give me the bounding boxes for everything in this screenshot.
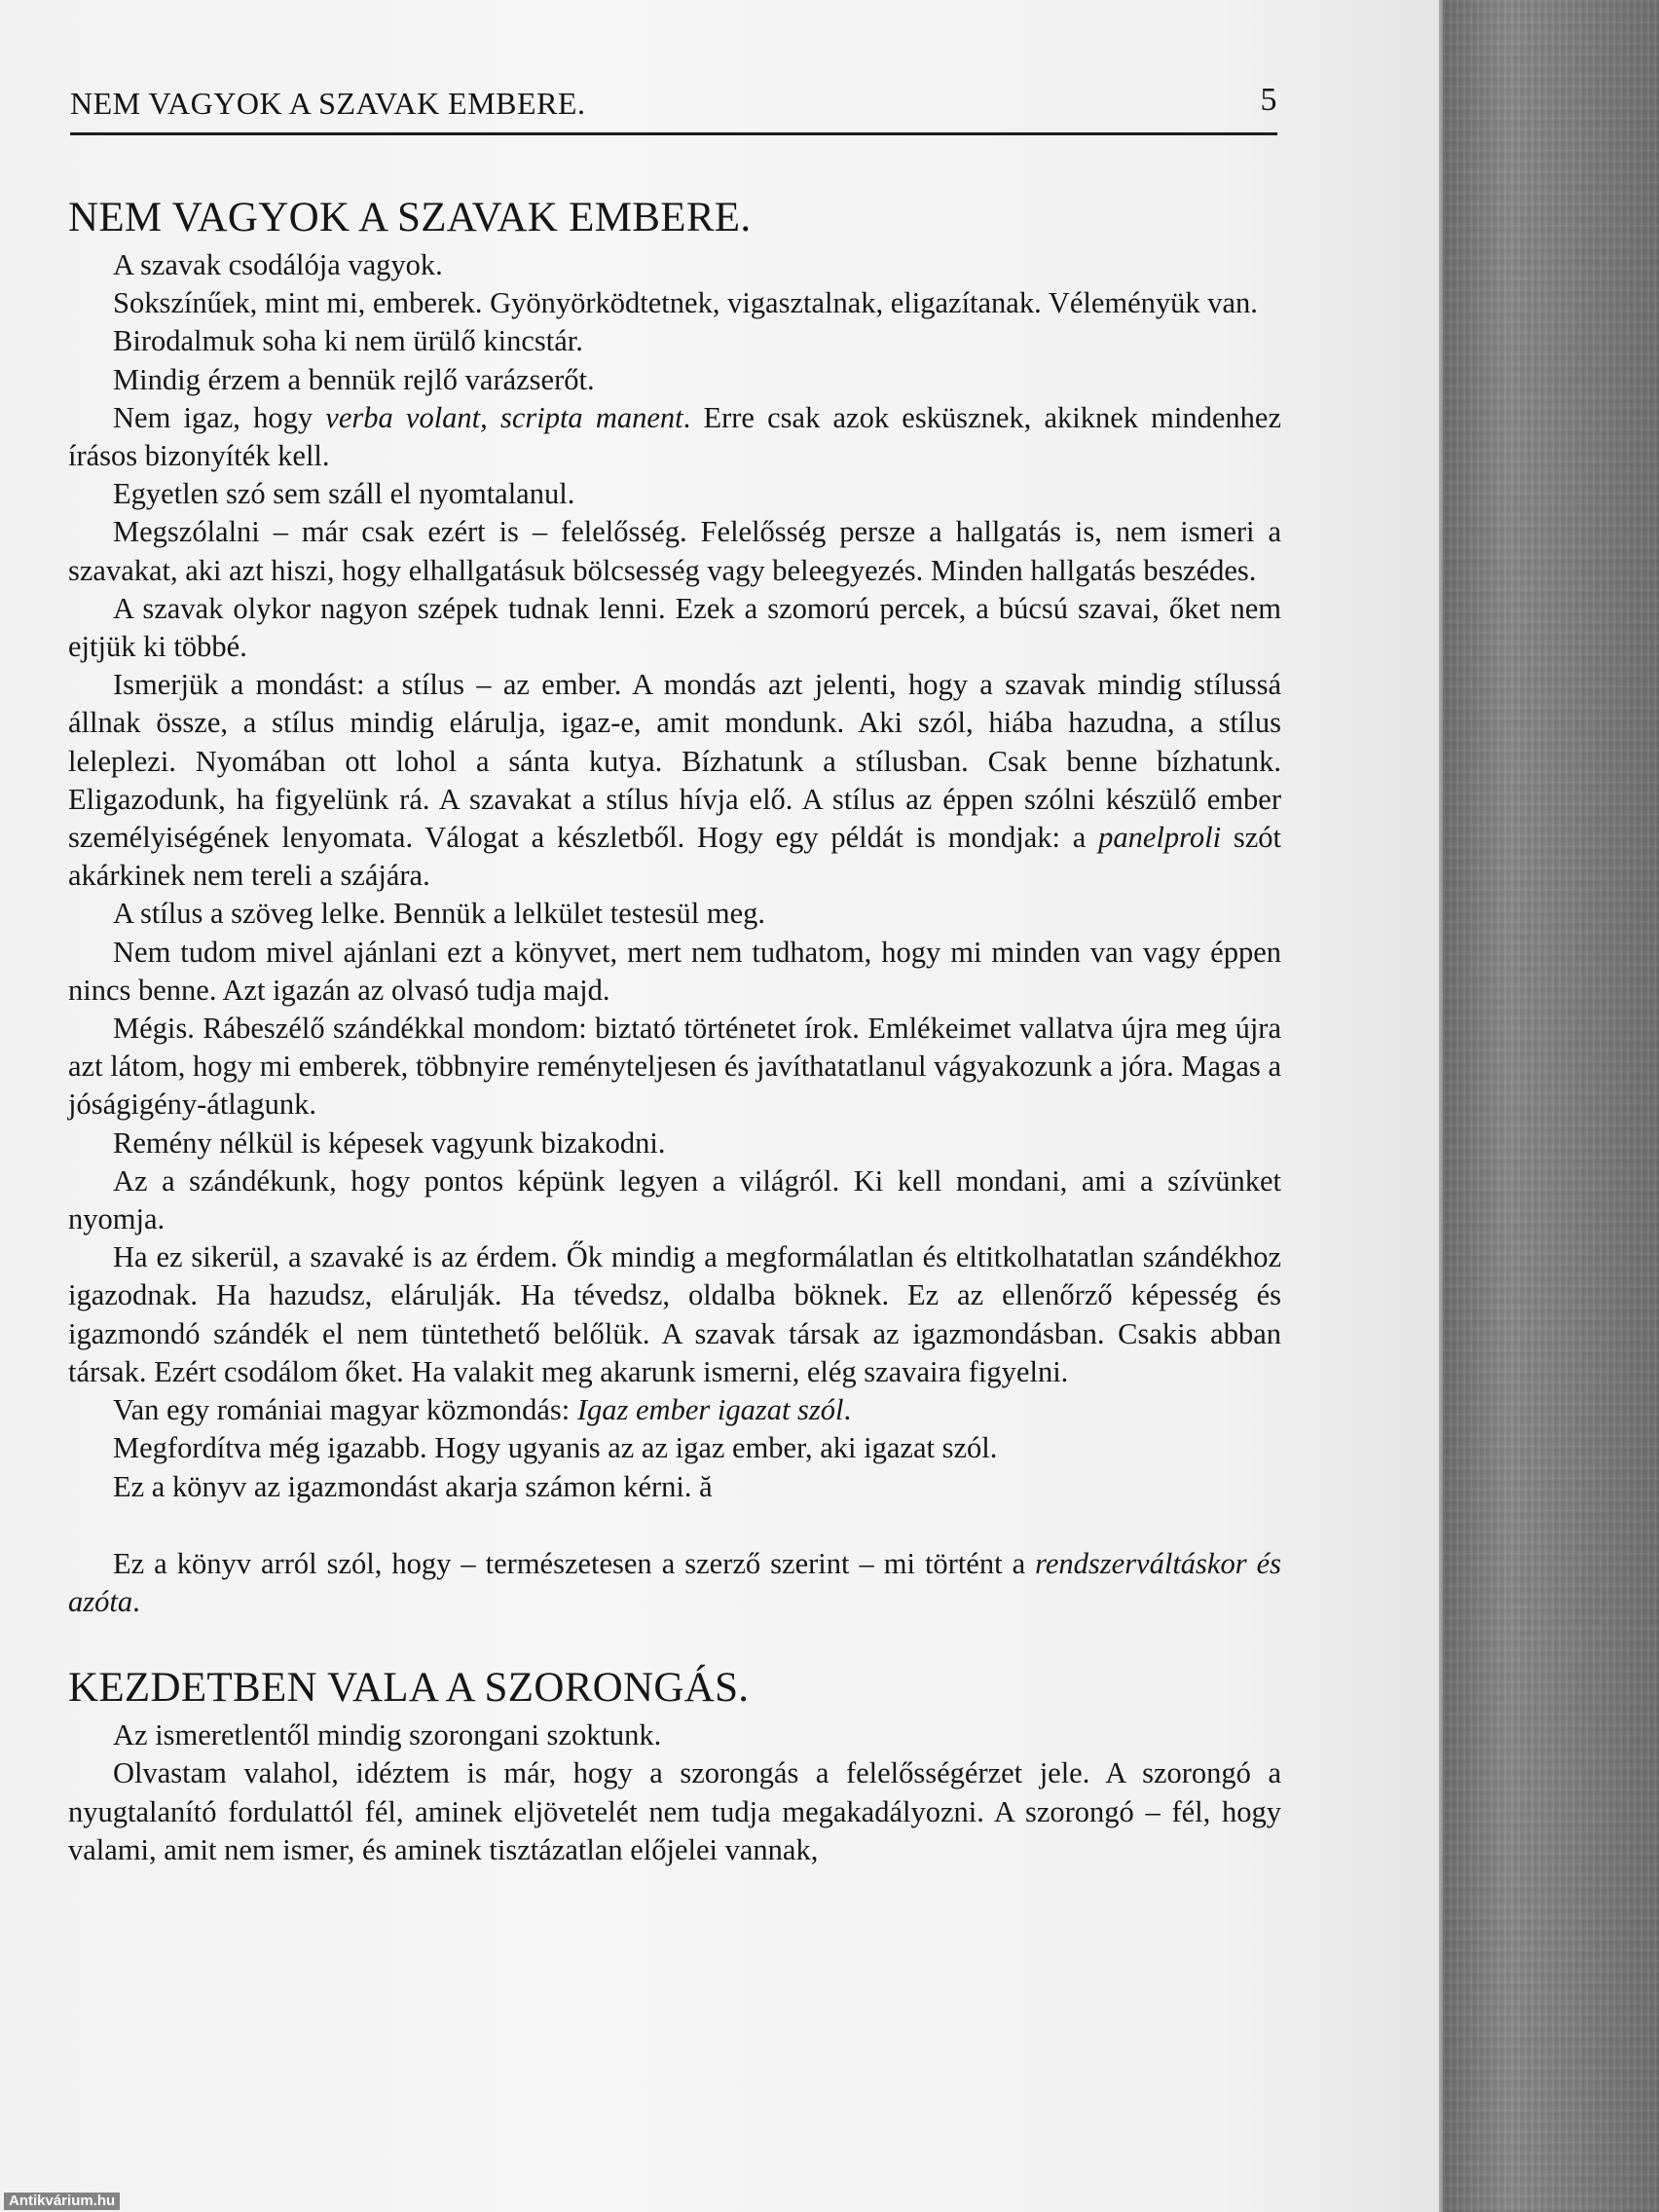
- text-run: Ez a könyv arról szól, hogy – természetesen a szerző szerint – mi történt a: [113, 1546, 1036, 1580]
- wooden-backdrop: [1443, 0, 1659, 2212]
- italic-word: panelproli: [1098, 821, 1222, 855]
- paragraph: [68, 399, 1281, 475]
- paragraph: A stílus a szöveg lelke. Bennük a lelkület testesül meg.: [113, 897, 766, 931]
- header-rule: [70, 132, 1277, 135]
- paragraph: Ez a könyv az igazmondást akarja számon kérni. ă: [113, 1469, 713, 1503]
- paragraph: Ha ez sikerül, a szavaké is az érdem. Ők mindig a megformálatlan és eltitkolhatatlan szándékhoz igazodnak. Ha hazudsz, elárulják. Ha tévedsz, oldalba böknek. Ez az ellenőrző képesség és igazmondó szándék el nem tüntethető belőlük. A szavak társak az igazmondásban. Csakis abban társak. Ezért csodálom őket. Ha valakit meg akarunk ismerni, elég szavaira figyelni.: [68, 1240, 1281, 1388]
- text-run: . Erre csak azok esküsznek, akiknek mindenhez írásos bizonyíték kell.: [68, 400, 1281, 473]
- paragraph: Nem tudom mivel ajánlani ezt a könyvet, mert nem tudhatom, hogy mi minden van vagy éppen nincs benne. Azt igazán az olvasó tudja majd.: [68, 935, 1281, 1007]
- paragraph: Birodalmuk soha ki nem ürülő kincstár.: [113, 324, 583, 358]
- page-body: [68, 190, 1281, 1869]
- latin-phrase: verba volant, scripta manent: [325, 400, 683, 434]
- paragraph: [68, 666, 1281, 895]
- section-heading: KEZDETBEN VALA A SZORONGÁS.: [68, 1665, 750, 1712]
- text-run: Van egy romániai magyar közmondás:: [113, 1393, 577, 1427]
- paragraph: Megfordítva még igazabb. Hogy ugyanis az az igaz ember, aki igazat szól.: [113, 1431, 998, 1465]
- paragraph: Az ismeretlentől mindig szorongani szoktunk.: [113, 1718, 662, 1752]
- paragraph: Olvastam valahol, idéztem is már, hogy a szorongás a felelősségérzet jele. A szorongó a nyugtalanító fordulattól fél, aminek eljövetelét nem tudja megakadályozni. A szorongó – fél, hogy valami, amit nem ismer, és aminek tisztázatlan előjelei vannak,: [68, 1756, 1281, 1866]
- watermark: Antikvárium.hu: [4, 2193, 120, 2210]
- paragraph: Sokszínűek, mint mi, emberek. Gyönyörködtetnek, vigasztalnak, eligazítanak. Véleményük van.: [113, 286, 1258, 320]
- paragraph: Remény nélkül is képesek vagyunk bizakodni.: [113, 1125, 666, 1160]
- text-run: .: [132, 1584, 140, 1618]
- text-run: .: [843, 1393, 852, 1427]
- paragraph: Egyetlen szó sem száll el nyomtalanul.: [113, 477, 575, 511]
- paragraph: Mindig érzem a bennük rejlő varázserőt.: [113, 362, 595, 396]
- paragraph: Az a szándékunk, hogy pontos képünk legyen a világról. Ki kell mondani, ami a szívünket nyomja.: [68, 1163, 1281, 1236]
- italic-phrase: rendszerváltáskor és azóta: [68, 1546, 1281, 1618]
- paragraph: [68, 1391, 1281, 1429]
- paragraph: [68, 1545, 1281, 1621]
- proverb: Igaz ember igazat szól: [576, 1393, 844, 1427]
- text-run: Nem igaz, hogy: [113, 400, 326, 434]
- running-head-title: NEM VAGYOK A SZAVAK EMBERE.: [70, 86, 586, 121]
- text-run: Ismerjük a mondást: a stílus – az ember. A mondás azt jelenti, hogy a szavak mindig stílussá állnak össze, a stílus mindig elárulja, igaz-e, amit mondunk. Aki szól, hiába hazudna, a stílus leleplezi. Nyomában ott lohol a sánta kutya. Bízhatunk a stílusban. Csak benne bízhatunk. Eligazodunk, ha figyelünk rá. A szavakat a stílus hívja elő. A stílus az éppen szólni készülő ember személyiségének lenyomata. Válogat a készletből. Hogy egy példát is mondjak: a: [68, 668, 1281, 855]
- paragraph: A szavak olykor nagyon szépek tudnak lenni. Ezek a szomorú percek, a búcsú szavai, őket nem ejtjük ki többé.: [68, 591, 1281, 664]
- text-run: szót akárkinek nem tereli a szájára.: [68, 821, 1281, 893]
- page-number: 5: [1260, 82, 1277, 118]
- paragraph: Mégis. Rábeszélő szándékkal mondom: biztató történetet írok. Emlékeimet vallatva újra meg újra azt látom, hogy mi emberek, többnyire reményteljesen és javíthatatlanul vágyakozunk a jóra. Magas a jóságigény-átlagunk.: [68, 1012, 1281, 1122]
- section-heading: NEM VAGYOK A SZAVAK EMBERE.: [68, 195, 752, 240]
- paragraph: A szavak csodálója vagyok.: [113, 248, 443, 281]
- paragraph: Megszólalni – már csak ezért is – felelősség. Felelősség persze a hallgatás is, nem ismeri a szavakat, aki azt hiszi, hogy elhallgatásuk bölcsesség vagy beleegyezés. Minden hallgatás beszédes.: [68, 515, 1281, 587]
- running-head: [70, 82, 1277, 132]
